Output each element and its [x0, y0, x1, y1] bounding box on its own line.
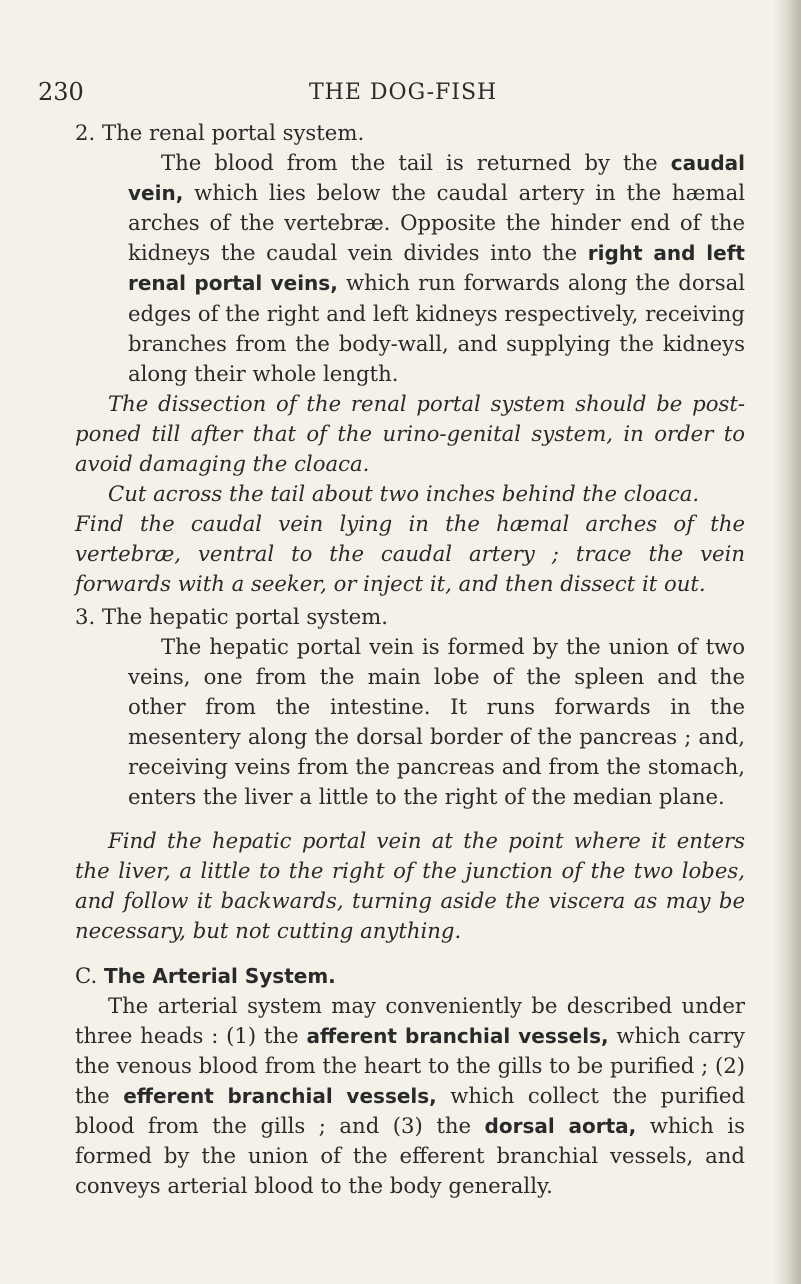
instruction-hepatic: Find the hepatic portal vein at the point where it enters the liver, a little to the right of the junction of the two lobes, and follow it backwards, turning aside the viscera as may be necessary, but not cutting anything. — [75, 828, 745, 944]
text-run: The — [161, 633, 210, 659]
paragraph-arterial — [75, 991, 745, 1202]
bold-term: afferent branchial vessels, — [306, 1023, 609, 1048]
bold-term: caudal vein, — [128, 151, 745, 206]
section-title: The renal portal system. — [101, 120, 365, 145]
section-title: The hepatic portal system. — [101, 603, 388, 629]
page-body — [75, 118, 745, 1201]
text-run: The blood from the tail is returned by the — [161, 150, 671, 176]
text-run: which collect the purified blood from the gills ; and (3) the — [75, 1082, 746, 1138]
instruction-renal-1: The dissection of the renal portal system should be post-poned till after that of the urino-genital system, in order to avoid damaging the cloaca. — [75, 390, 745, 477]
bold-term: dorsal aorta, — [484, 1114, 637, 1138]
text-run: which run forwards along the dorsal edges of the right and left kidneys respectively, receiving branches from the body-wall, and supplying the kidneys along their whole length. — [128, 270, 745, 386]
section-title: The Arterial System. — [103, 963, 336, 988]
bold-term: efferent branchial vessels, — [123, 1083, 437, 1108]
term: hepatic portal vein — [209, 633, 415, 659]
page-number: 230 — [38, 78, 84, 106]
section-number: C. — [75, 962, 98, 988]
section-heading-renal — [75, 118, 745, 148]
instruction-renal-3: Find the caudal vein lying in the hæmal arches of the vertebræ, ventral to the caudal artery ; trace the vein forwards with a seeker, or inject it, and then dissect it out. — [75, 511, 745, 597]
instruction-renal-2: Cut across the tail about two inches behind the cloaca. — [108, 481, 700, 507]
text-run: which carry the venous blood from the heart to the gills to be purified ; (2) the — [75, 1022, 745, 1108]
paragraph-hepatic — [128, 632, 745, 813]
paragraph-renal — [128, 148, 745, 389]
section-number: 3. — [75, 603, 96, 629]
section-number: 2. — [75, 120, 96, 145]
page-header — [38, 78, 738, 112]
text-run: is formed by the union of two veins, one from the main lobe of the spleen and the other from the intestine. It runs forwards in the mesentery along the dorsal border of the pancreas ; and, receiving veins from the pancreas and from the stomach, enters the liver a little to the right of the median plane. — [128, 633, 745, 810]
text-run: The arterial system may conveniently be described under three heads : (1) the — [75, 992, 745, 1048]
section-heading-arterial — [75, 961, 745, 991]
bold-term: right and left renal portal veins, — [128, 241, 745, 296]
text-run: which is formed by the union of the efferent branchial vessels, and conveys arterial blood to the body generally. — [75, 1113, 745, 1199]
section-heading-hepatic — [75, 602, 745, 632]
running-head: THE DOG-FISH — [309, 80, 498, 105]
text-run: which lies below the caudal artery in the hæmal arches of the vertebræ. Opposite the hinder end of the kidneys the caudal vein divides into the — [128, 180, 745, 266]
page-edge-shadow — [773, 0, 801, 1284]
